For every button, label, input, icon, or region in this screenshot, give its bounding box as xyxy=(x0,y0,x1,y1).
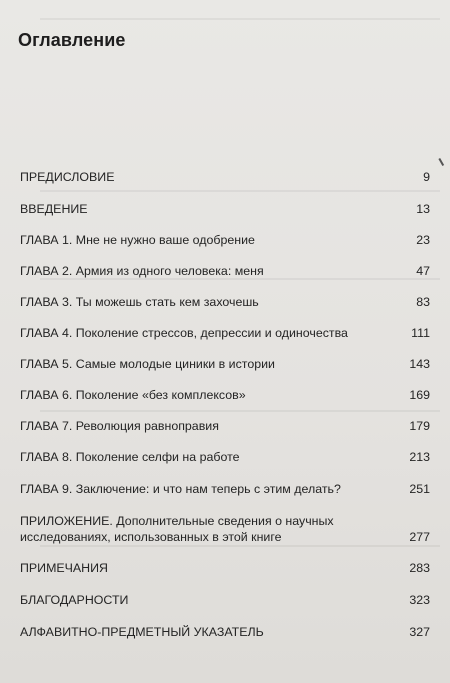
toc-entry-label: ВВЕДЕНИЕ xyxy=(20,202,88,216)
toc-entry-page: 283 xyxy=(409,561,430,575)
toc-entry-page: 323 xyxy=(409,593,430,607)
toc-entry-label: ГЛАВА 3. Ты можешь стать кем захочешь xyxy=(20,295,259,309)
toc-entry-page: 111 xyxy=(411,326,430,340)
toc-entry-label: ГЛАВА 9. Заключение: и что нам теперь с этим делать? xyxy=(20,482,341,496)
toc-entry-label: ГЛАВА 6. Поколение «без комплексов» xyxy=(20,388,246,402)
toc-entry-label: ПРИМЕЧАНИЯ xyxy=(20,561,108,575)
toc-entry-label: ГЛАВА 1. Мне не нужно ваше одобрение xyxy=(20,233,255,247)
toc-entry-page: 47 xyxy=(416,264,430,278)
toc-entry-label-line-1: ПРИЛОЖЕНИЕ. Дополнительные сведения о научных xyxy=(20,514,334,528)
toc-entry-label: АЛФАВИТНО-ПРЕДМЕТНЫЙ УКАЗАТЕЛЬ xyxy=(20,625,264,639)
toc-entry-page: 277 xyxy=(409,530,430,544)
toc-entry-label: ПРЕДИСЛОВИЕ xyxy=(20,170,115,184)
toc-entry-label: ГЛАВА 8. Поколение селфи на работе xyxy=(20,450,240,464)
toc-entry-page: 169 xyxy=(409,388,430,402)
toc-entry-page: 179 xyxy=(409,419,430,433)
toc-entry-label xyxy=(20,513,400,545)
toc-entry-page: 23 xyxy=(416,233,430,247)
toc-entry-page: 83 xyxy=(416,295,430,309)
toc-entry-page: 13 xyxy=(416,202,430,216)
toc-entry-label: БЛАГОДАРНОСТИ xyxy=(20,593,129,607)
toc-entry-page: 213 xyxy=(409,450,430,464)
toc-entry-label: ГЛАВА 2. Армия из одного человека: меня xyxy=(20,264,264,278)
toc-entry-label: ГЛАВА 5. Самые молодые циники в истории xyxy=(20,357,275,371)
toc-entry-page: 251 xyxy=(409,482,430,496)
toc-entry-label: ГЛАВА 4. Поколение стрессов, депрессии и одиночества xyxy=(20,326,348,340)
toc-entry-appendix xyxy=(20,513,430,547)
toc-entry-page: 327 xyxy=(409,625,430,639)
toc-entry-label-line-2: исследованиях, использованных в этой книге xyxy=(20,530,282,544)
toc-entry-page: 143 xyxy=(409,357,430,371)
toc-entry-page: 9 xyxy=(423,170,430,184)
toc-entry-label: ГЛАВА 7. Революция равноправия xyxy=(20,419,219,433)
page-title: Оглавление xyxy=(18,30,126,50)
